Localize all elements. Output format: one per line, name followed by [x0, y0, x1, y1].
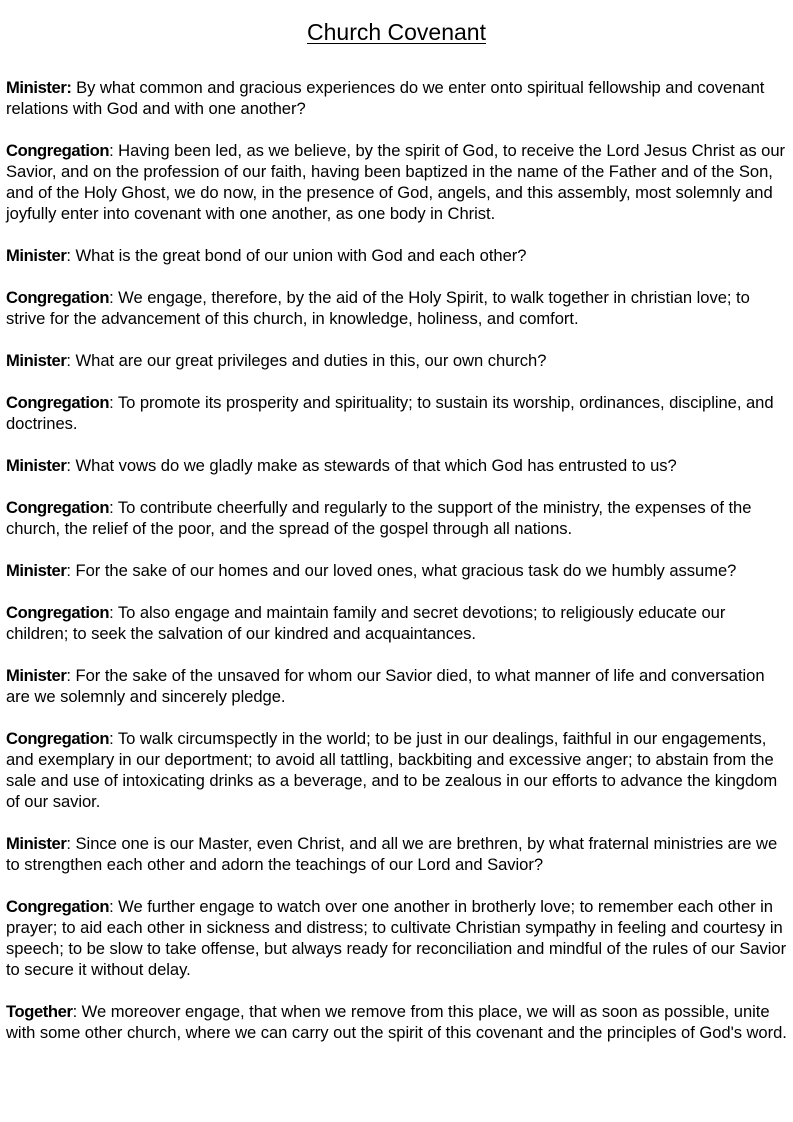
covenant-paragraph-10 [6, 602, 791, 644]
speaker-label: Congregation [6, 288, 110, 307]
speaker-label: Minister [6, 834, 67, 853]
covenant-paragraph-11 [6, 665, 791, 707]
covenant-paragraph-13 [6, 833, 791, 875]
speaker-label: Minister [6, 666, 67, 685]
covenant-paragraph-8 [6, 497, 791, 539]
covenant-paragraph-15 [6, 1001, 791, 1043]
speaker-label: Congregation [6, 603, 110, 622]
paragraph-text: : We engage, therefore, by the aid of the Holy Spirit, to walk together in christian love; to strive for the advancement of this church, in knowledge, holiness, and comfort. [6, 288, 750, 328]
covenant-paragraph-3 [6, 245, 791, 266]
paragraph-text: : For the sake of our homes and our loved ones, what gracious task do we humbly assume? [66, 561, 737, 580]
speaker-label: Minister [6, 456, 67, 475]
paragraph-text: : What are our great privileges and duties in this, our own church? [66, 351, 547, 370]
covenant-paragraph-7 [6, 455, 791, 476]
paragraph-text: By what common and gracious experiences do we enter onto spiritual fellowship and covenant relations with God and with one another? [6, 78, 765, 118]
paragraph-text: : To promote its prosperity and spirituality; to sustain its worship, ordinances, discipline, and doctrines. [6, 393, 774, 433]
paragraph-text: : To also engage and maintain family and secret devotions; to religiously educate our children; to seek the salvation of our kindred and acquaintances. [6, 603, 726, 643]
paragraph-text: : For the sake of the unsaved for whom our Savior died, to what manner of life and conversation are we solemnly and sincerely pledge. [6, 666, 765, 706]
covenant-paragraph-2 [6, 140, 791, 224]
speaker-label: Minister: [6, 78, 72, 97]
speaker-label: Congregation [6, 729, 110, 748]
covenant-body [6, 77, 791, 1064]
paragraph-text: : What vows do we gladly make as stewards of that which God has entrusted to us? [66, 456, 677, 475]
speaker-label: Together [6, 1002, 73, 1021]
paragraph-text: : Having been led, as we believe, by the spirit of God, to receive the Lord Jesus Christ as our Savior, and on the profession of our faith, having been baptized in the name of the Father and of the Son, and of the Holy Ghost, we do now, in the presence of God, angels, and this assembly, most solemnly and joyfully enter into covenant with one another, as one body in Christ. [6, 141, 786, 223]
covenant-paragraph-1 [6, 77, 791, 119]
paragraph-text: : We moreover engage, that when we remove from this place, we will as soon as possible, unite with some other church, where we can carry out the spirit of this covenant and the principles of God's word. [6, 1002, 787, 1042]
speaker-label: Congregation [6, 897, 110, 916]
speaker-label: Minister [6, 246, 67, 265]
covenant-paragraph-14 [6, 896, 791, 980]
speaker-label: Congregation [6, 498, 110, 517]
covenant-paragraph-6 [6, 392, 791, 434]
speaker-label: Minister [6, 561, 67, 580]
page-title [0, 17, 793, 47]
paragraph-text: : We further engage to watch over one another in brotherly love; to remember each other in prayer; to aid each other in sickness and distress; to cultivate Christian sympathy in feeling and courtesy in speech; to be slow to take offense, but always ready for reconciliation and mindful of the rules of our Savior to secure it without delay. [6, 897, 787, 979]
paragraph-text: : To walk circumspectly in the world; to be just in our dealings, faithful in our engagements, and exemplary in our deportment; to avoid all tattling, backbiting and excessive anger; to abstain from the sale and use of intoxicating drinks as a beverage, and to be zealous in our efforts to advance the kingdom of our savior. [6, 729, 778, 811]
covenant-paragraph-9 [6, 560, 791, 581]
paragraph-text: : To contribute cheerfully and regularly to the support of the ministry, the expenses of the church, the relief of the poor, and the spread of the gospel through all nations. [6, 498, 752, 538]
speaker-label: Congregation [6, 141, 110, 160]
covenant-paragraph-12 [6, 728, 791, 812]
paragraph-text: : Since one is our Master, even Christ, and all we are brethren, by what fraternal ministries are we to strengthen each other and adorn the teachings of our Lord and Savior? [6, 834, 778, 874]
speaker-label: Congregation [6, 393, 110, 412]
covenant-paragraph-5 [6, 350, 791, 371]
page-title-text: Church Covenant [307, 19, 486, 45]
speaker-label: Minister [6, 351, 67, 370]
paragraph-text: : What is the great bond of our union with God and each other? [66, 246, 527, 265]
covenant-paragraph-4 [6, 287, 791, 329]
